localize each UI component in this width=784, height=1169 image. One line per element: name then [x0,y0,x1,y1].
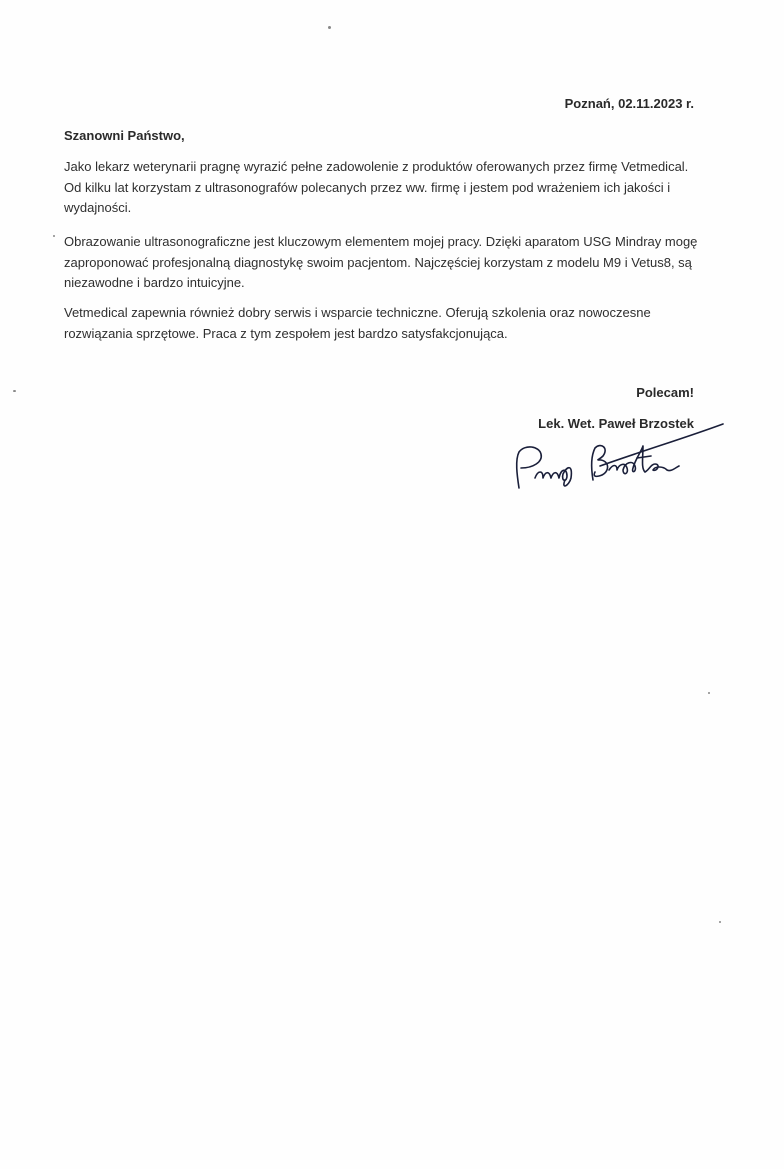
scan-speck [13,390,16,392]
letter-closing: Polecam! [636,385,694,400]
letter-date: Poznań, 02.11.2023 r. [564,96,694,111]
letter-paragraph-2: Obrazowanie ultrasonograficzne jest kluczowym elementem mojej pracy. Dzięki aparatom USG Mindray mogę zaproponować profesjonalną diagnostykę swoim pacjentom. Najczęściej korzystam z modelu M9 i Vetus8, są niezawodne i bardzo intuicyjne. [64,234,698,290]
letter-paragraph-3: Vetmedical zapewnia również dobry serwis i wsparcie techniczne. Oferują szkolenia oraz nowoczesne rozwiązania sprzętowe. Praca z tym zespołem jest bardzo satysfakcjonująca. [64,305,651,341]
handwritten-signature [505,420,735,500]
letter-paragraph-1: Jako lekarz weterynarii pragnę wyrazić pełne zadowolenie z produktów oferowanych przez firmę Vetmedical. Od kilku lat korzystam z ultrasonografów polecanych przez ww. firmę i jestem pod wrażeniem ich jakości i wydajności. [64,159,689,215]
signer-name: Lek. Wet. Paweł Brzostek [538,416,694,431]
scan-speck [328,26,331,29]
scan-speck [708,692,710,694]
scan-speck [719,921,721,923]
scan-speck [53,235,55,237]
letter-greeting: Szanowni Państwo, [64,128,185,143]
